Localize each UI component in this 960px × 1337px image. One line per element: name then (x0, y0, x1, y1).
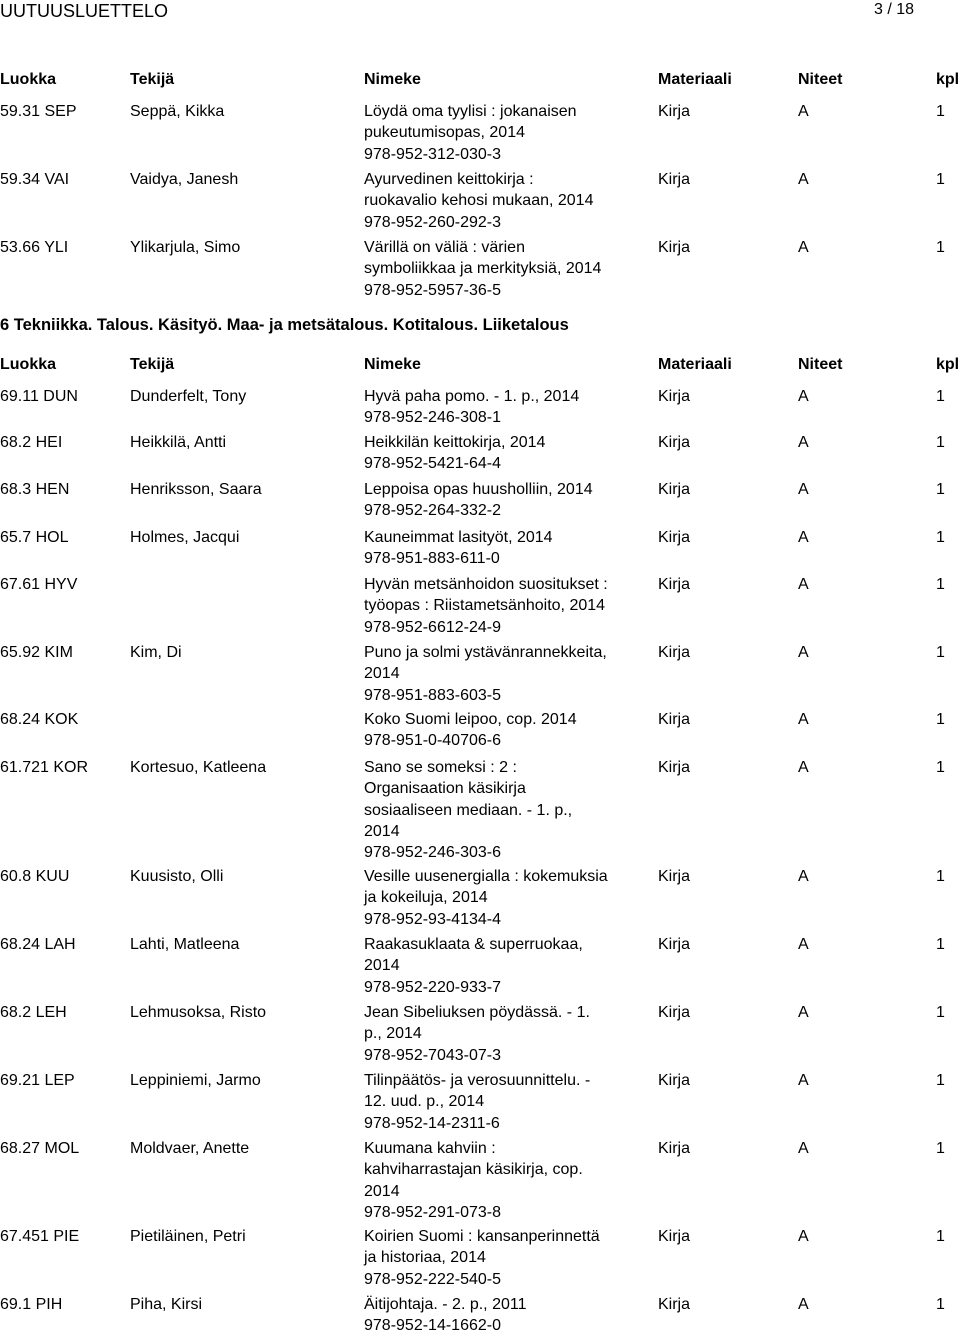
item-kpl: 1 (936, 1004, 945, 1021)
item-nimeke-line: Värillä on väliä : värien (364, 239, 525, 256)
item-nimeke (364, 574, 626, 638)
item-nimeke-line: 2014 (364, 1182, 400, 1200)
item-kpl: 1 (936, 711, 945, 728)
column-header-nimeke: Nimeke (364, 71, 421, 88)
item-luokka: 61.721 KOR (0, 759, 89, 776)
item-nimeke (364, 237, 626, 301)
item-nimeke-line: sosiaaliseen mediaan. - 1. p., (364, 801, 573, 819)
item-kpl: 1 (936, 434, 945, 451)
item-nimeke-line: Jean Sibeliuksen pöydässä. - 1. (364, 1004, 590, 1021)
item-niteet: A (798, 1004, 809, 1021)
column-header-row (0, 71, 960, 91)
item-nimeke (364, 642, 626, 706)
column-header-kpl: kpl (936, 356, 960, 373)
item-tekija: Lahti, Matleena (130, 936, 240, 953)
column-header-nimeke: Nimeke (364, 356, 421, 373)
item-nimeke-line: Hyvä paha pomo. - 1. p., 2014 (364, 388, 580, 405)
item-kpl: 1 (936, 1228, 945, 1245)
item-nimeke (364, 527, 626, 570)
item-nimeke-line: 978-952-312-030-3 (364, 145, 501, 163)
item-nimeke-line: 978-952-246-308-1 (364, 409, 501, 427)
item-materiaali: Kirja (658, 529, 691, 546)
item-luokka: 67.451 PIE (0, 1228, 80, 1245)
item-luokka: 53.66 YLI (0, 239, 69, 256)
item-niteet: A (798, 711, 809, 728)
item-nimeke-line: Löydä oma tyylisi : jokanaisen (364, 103, 577, 120)
item-kpl: 1 (936, 1296, 945, 1313)
item-nimeke (364, 709, 626, 752)
item-luokka: 68.27 MOL (0, 1140, 80, 1157)
item-niteet: A (798, 868, 809, 885)
item-niteet: A (798, 644, 809, 661)
item-nimeke-line: ja historiaa, 2014 (364, 1249, 486, 1267)
column-header-tekija: Tekijä (130, 356, 175, 373)
item-nimeke-line: Kuumana kahviin : (364, 1140, 496, 1157)
item-nimeke-line: 978-952-14-2311-6 (364, 1114, 500, 1132)
item-luokka: 60.8 KUU (0, 868, 70, 885)
item-nimeke-line: 2014 (364, 665, 400, 683)
item-materiaali: Kirja (658, 868, 691, 885)
item-nimeke-line: Tilinpäätös- ja verosuunnittelu. - (364, 1072, 591, 1089)
item-kpl: 1 (936, 576, 945, 593)
item-tekija: Leppiniemi, Jarmo (130, 1072, 261, 1089)
item-luokka: 65.92 KIM (0, 644, 73, 661)
item-kpl: 1 (936, 388, 945, 405)
item-nimeke (364, 479, 626, 522)
item-luokka: 68.2 LEH (0, 1004, 67, 1021)
item-materiaali: Kirja (658, 759, 691, 776)
item-nimeke-line: Leppoisa opas huusholliin, 2014 (364, 481, 593, 498)
item-niteet: A (798, 481, 809, 498)
column-header-niteet: Niteet (798, 356, 843, 373)
item-nimeke (364, 169, 626, 233)
item-luokka: 68.24 KOK (0, 711, 79, 728)
item-tekija: Dunderfelt, Tony (130, 388, 247, 405)
item-luokka: 68.3 HEN (0, 481, 70, 498)
item-kpl: 1 (936, 1072, 945, 1089)
item-nimeke-line: 2014 (364, 957, 400, 975)
item-tekija: Piha, Kirsi (130, 1296, 203, 1313)
item-niteet: A (798, 388, 809, 405)
item-nimeke (364, 866, 626, 930)
column-header-niteet: Niteet (798, 71, 843, 88)
item-kpl: 1 (936, 103, 945, 120)
item-niteet: A (798, 529, 809, 546)
item-nimeke (364, 1226, 626, 1290)
item-materiaali: Kirja (658, 711, 691, 728)
item-luokka: 68.2 HEI (0, 434, 63, 451)
item-luokka: 65.7 HOL (0, 529, 69, 546)
item-tekija: Kuusisto, Olli (130, 868, 224, 885)
item-tekija: Vaidya, Janesh (130, 171, 239, 188)
item-kpl: 1 (936, 868, 945, 885)
item-nimeke (364, 1138, 626, 1223)
item-tekija: Henriksson, Saara (130, 481, 262, 498)
item-materiaali: Kirja (658, 434, 691, 451)
item-nimeke (364, 1070, 626, 1134)
section-title: 6 Tekniikka. Talous. Käsityö. Maa- ja metsätalous. Kotitalous. Liiketalous (0, 316, 569, 334)
item-luokka: 67.61 HYV (0, 576, 78, 593)
item-nimeke-line: ruokavalio kehosi mukaan, 2014 (364, 192, 594, 210)
item-nimeke-line: 978-952-222-540-5 (364, 1270, 501, 1288)
item-nimeke-line: 978-951-0-40706-6 (364, 732, 501, 750)
item-tekija: Kim, Di (130, 644, 182, 661)
column-header-luokka: Luokka (0, 356, 57, 373)
item-luokka: 69.1 PIH (0, 1296, 63, 1313)
item-nimeke-line: Raakasuklaata & superruokaa, (364, 936, 583, 953)
item-nimeke-line: 978-951-883-603-5 (364, 686, 501, 704)
item-nimeke-line: 978-952-7043-07-3 (364, 1046, 501, 1064)
item-tekija: Moldvaer, Anette (130, 1140, 250, 1157)
item-nimeke-line: Koirien Suomi : kansanperinnettä (364, 1228, 600, 1245)
item-nimeke-line: Organisaation käsikirja (364, 780, 526, 798)
item-materiaali: Kirja (658, 239, 691, 256)
item-nimeke (364, 1002, 626, 1066)
item-tekija: Seppä, Kikka (130, 103, 225, 120)
item-niteet: A (798, 1072, 809, 1089)
item-luokka: 69.21 LEP (0, 1072, 75, 1089)
item-nimeke-line: Puno ja solmi ystävänrannekkeita, (364, 644, 607, 661)
page-number: 3 / 18 (873, 1, 914, 18)
item-nimeke (364, 101, 626, 165)
item-nimeke-line: 978-952-5957-36-5 (364, 281, 501, 299)
column-header-kpl: kpl (936, 71, 960, 88)
item-kpl: 1 (936, 171, 945, 188)
item-niteet: A (798, 576, 809, 593)
item-materiaali: Kirja (658, 103, 691, 120)
item-materiaali: Kirja (658, 171, 691, 188)
item-niteet: A (798, 171, 809, 188)
item-niteet: A (798, 759, 809, 776)
item-nimeke-line: pukeutumisopas, 2014 (364, 124, 525, 142)
item-nimeke-line: Äitijohtaja. - 2. p., 2011 (364, 1296, 527, 1313)
item-luokka: 59.31 SEP (0, 103, 77, 120)
item-niteet: A (798, 1228, 809, 1245)
item-nimeke-line: Sano se someksi : 2 : (364, 759, 517, 776)
item-materiaali: Kirja (658, 936, 691, 953)
item-nimeke-line: ja kokeiluja, 2014 (364, 889, 488, 907)
item-nimeke-line: kahviharrastajan käsikirja, cop. (364, 1161, 583, 1179)
page-title: UUTUUSLUETTELO (0, 1, 169, 21)
item-nimeke-line: 978-952-220-933-7 (364, 978, 501, 996)
item-nimeke-line: Hyvän metsänhoidon suositukset : (364, 576, 608, 593)
item-nimeke-line: Vesille uusenergialla : kokemuksia (364, 868, 608, 885)
item-luokka: 59.34 VAI (0, 171, 70, 188)
item-materiaali: Kirja (658, 388, 691, 405)
item-niteet: A (798, 103, 809, 120)
item-nimeke-line: 978-952-6612-24-9 (364, 618, 501, 636)
column-header-materiaali: Materiaali (658, 71, 732, 88)
item-kpl: 1 (936, 481, 945, 498)
item-luokka: 69.11 DUN (0, 388, 78, 405)
item-tekija: Ylikarjula, Simo (130, 239, 241, 256)
item-kpl: 1 (936, 759, 945, 776)
item-nimeke (364, 757, 626, 863)
item-tekija: Holmes, Jacqui (130, 529, 240, 546)
item-nimeke-line: Ayurvedinen keittokirja : (364, 171, 534, 188)
item-nimeke-line: 978-952-264-332-2 (364, 502, 501, 520)
item-nimeke-line: 978-951-883-611-0 (364, 550, 500, 568)
item-kpl: 1 (936, 239, 945, 256)
item-niteet: A (798, 1296, 809, 1313)
item-kpl: 1 (936, 644, 945, 661)
item-nimeke-line: Kauneimmat lasityöt, 2014 (364, 529, 553, 546)
item-tekija: Pietiläinen, Petri (130, 1228, 246, 1245)
item-nimeke-line: 978-952-14-1662-0 (364, 1317, 501, 1335)
item-niteet: A (798, 1140, 809, 1157)
item-materiaali: Kirja (658, 1072, 691, 1089)
item-nimeke-line: Koko Suomi leipoo, cop. 2014 (364, 711, 577, 728)
item-nimeke-line: 978-952-291-073-8 (364, 1203, 501, 1221)
item-niteet: A (798, 239, 809, 256)
item-nimeke (364, 432, 626, 475)
item-niteet: A (798, 936, 809, 953)
item-nimeke-line: 978-952-5421-64-4 (364, 455, 501, 473)
column-header-row (0, 356, 960, 376)
item-nimeke-line: p., 2014 (364, 1025, 422, 1043)
item-tekija: Heikkilä, Antti (130, 434, 227, 451)
item-materiaali: Kirja (658, 576, 691, 593)
item-nimeke (364, 386, 626, 429)
item-nimeke-line: työopas : Riistametsänhoito, 2014 (364, 597, 606, 615)
item-nimeke (364, 934, 626, 998)
item-niteet: A (798, 434, 809, 451)
item-tekija: Kortesuo, Katleena (130, 759, 267, 776)
item-tekija: Lehmusoksa, Risto (130, 1004, 267, 1021)
item-nimeke (364, 1294, 626, 1337)
item-nimeke-line: 978-952-246-303-6 (364, 844, 501, 862)
item-materiaali: Kirja (658, 1296, 691, 1313)
item-nimeke-line: 978-952-260-292-3 (364, 213, 501, 231)
item-materiaali: Kirja (658, 1140, 691, 1157)
item-luokka: 68.24 LAH (0, 936, 76, 953)
item-materiaali: Kirja (658, 644, 691, 661)
item-nimeke-line: 978-952-93-4134-4 (364, 910, 501, 928)
item-materiaali: Kirja (658, 481, 691, 498)
column-header-materiaali: Materiaali (658, 356, 732, 373)
item-nimeke-line: 2014 (364, 822, 400, 840)
item-nimeke-line: symboliikkaa ja merkityksiä, 2014 (364, 260, 602, 278)
item-nimeke-line: 12. uud. p., 2014 (364, 1093, 485, 1111)
item-nimeke-line: Heikkilän keittokirja, 2014 (364, 434, 546, 451)
item-kpl: 1 (936, 529, 945, 546)
item-materiaali: Kirja (658, 1004, 691, 1021)
item-kpl: 1 (936, 1140, 945, 1157)
item-materiaali: Kirja (658, 1228, 691, 1245)
column-header-luokka: Luokka (0, 71, 57, 88)
item-kpl: 1 (936, 936, 945, 953)
column-header-tekija: Tekijä (130, 71, 175, 88)
